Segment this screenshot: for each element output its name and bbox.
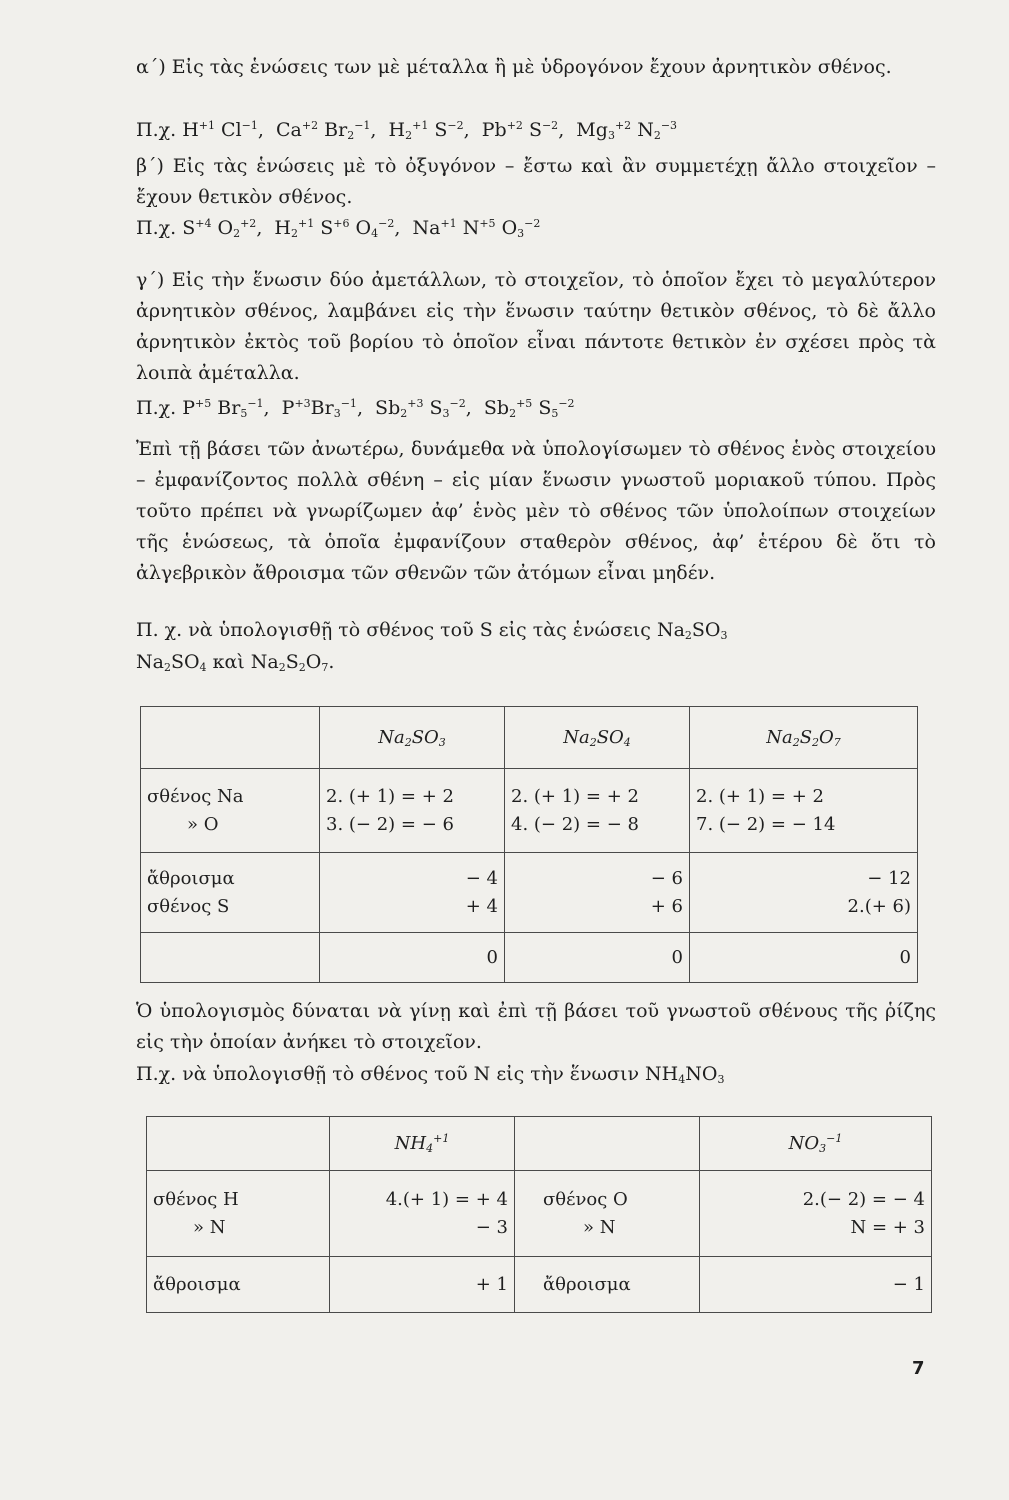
values-cell xyxy=(700,1171,932,1257)
sum-value: − 6 xyxy=(650,867,683,889)
na-value: 2. (+ 1) = + 2 xyxy=(326,785,454,807)
label-cell xyxy=(515,1171,700,1257)
n-value: − 3 xyxy=(475,1216,508,1238)
label-s: σθένος S xyxy=(147,895,230,917)
label-sum: ἄθροισμα xyxy=(147,867,235,889)
h-value: 4.(+ 1) = + 4 xyxy=(385,1188,508,1210)
n2-value: N = + 3 xyxy=(850,1216,925,1238)
total-value: 0 xyxy=(505,933,690,983)
values-cell xyxy=(330,1171,515,1257)
example-beta xyxy=(136,217,540,240)
total-value: 0 xyxy=(320,933,505,983)
paragraph-root: Ὁ ὑπολογισμὸς δύναται νὰ γίνῃ καὶ ἐπὶ τῇ βάσει τοῦ γνωστοῦ σθένους τῆς ῥίζης εἰς τὴν ὁποίαν ἀνήκει τὸ στοιχεῖον. xyxy=(136,1000,936,1053)
paragraph-alpha: α΄) Εἰς τὰς ἑνώσεις των μὲ μέταλλα ἢ μὲ ὑδρογόνον ἔχουν ἀρνητικὸν σθένος. xyxy=(136,56,892,78)
na-value: 2. (+ 1) = + 2 xyxy=(696,785,824,807)
calc-n-line xyxy=(136,1063,724,1086)
example-gamma xyxy=(136,397,575,420)
sum-value: − 4 xyxy=(465,867,498,889)
label-n2: » N xyxy=(583,1216,616,1238)
label-na: σθένος Na xyxy=(147,785,244,807)
header-na2so3: $Na_2SO_3$ xyxy=(320,707,505,769)
table-header-row xyxy=(141,707,918,769)
header-blank-cell xyxy=(515,1117,700,1171)
header-na2s2o7: $Na_2S_2O_7$ xyxy=(690,707,918,769)
and-word: καὶ xyxy=(212,651,245,673)
header-na2so4: $Na_2SO_4$ xyxy=(505,707,690,769)
header-blank-cell xyxy=(141,707,320,769)
compound-na2so3: $Na_2SO_3$ xyxy=(656,619,728,642)
total-value: 0 xyxy=(690,933,918,983)
example-label: Π.χ. xyxy=(136,217,177,239)
formula-line-gamma: $P^{+5}$ $Br_5^{-1}$, $P^{+3}Br_3^{-1}$, $Sb_2^{+3}$ $S_3^{-2}$, $Sb_2^{+5}$ $S_5^{-2}$ xyxy=(182,397,575,420)
calc-intro-line xyxy=(136,619,936,642)
label-o: σθένος O xyxy=(543,1188,628,1210)
sum-value: − 12 xyxy=(867,867,911,889)
paragraph-gamma: γ΄) Εἰς τὴν ἕνωσιν δύο ἀμετάλλων, τὸ στοιχεῖον, τὸ ὁποῖον ἔχει τὸ μεγαλύτερον ἀρνητικὸν σθένος, λαμβάνει εἰς τὴν ἕνωσιν ταύτην θετικὸν σθένος, τὸ δὲ ἄλλο ἀρνητικὸν ἐκτὸς τοῦ βορίου τὸ ὁποῖον εἶναι πάντοτε θετικὸν ἐν σχέσει πρὸς τὰ λοιπὰ ἀμέταλλα. xyxy=(136,269,936,384)
table-row xyxy=(141,769,918,853)
sulfur-valence-table xyxy=(140,706,918,983)
compound-na2so4: $Na_2SO_4$ xyxy=(136,651,207,674)
compound-nh4no3: $NH_4NO_3$ xyxy=(645,1063,725,1086)
table-row xyxy=(141,853,918,933)
na-value: 2. (+ 1) = + 2 xyxy=(511,785,639,807)
calc-intro-text: Π. χ. νὰ ὑπολογισθῇ τὸ σθένος τοῦ S εἰς τὰς ἑνώσεις xyxy=(136,619,651,641)
header-blank-cell xyxy=(147,1117,330,1171)
calc-intro-line-2 xyxy=(136,651,334,674)
calc-n-text: Π.χ. νὰ ὑπολογισθῇ τὸ σθένος τοῦ N εἰς τὴν ἕνωσιν xyxy=(136,1063,639,1085)
label-cell xyxy=(141,853,320,933)
formula-line-alpha: $H^{+1}$ $Cl^{-1}$, $Ca^{+2}$ $Br_2^{-1}$, $H_2^{+1}$ $S^{-2}$, $Pb^{+2}$ $S^{-2}$, $Mg_3^{+2}$ $N_2^{-3}$ xyxy=(182,119,678,142)
table-total-row xyxy=(141,933,918,983)
o-value: 3. (− 2) = − 6 xyxy=(326,813,454,835)
table-header-row xyxy=(147,1117,932,1171)
values-cell xyxy=(690,769,918,853)
sum-right-value: − 1 xyxy=(700,1257,932,1313)
s-value: + 6 xyxy=(650,895,683,917)
values-cell xyxy=(505,853,690,933)
o-value: 4. (− 2) = − 8 xyxy=(511,813,639,835)
sum-label: ἄθροισμα xyxy=(515,1257,700,1313)
label-cell xyxy=(147,1171,330,1257)
page-number: 7 xyxy=(912,1358,925,1379)
compound-na2s2o7: $Na_2S_2O_7$. xyxy=(250,651,335,674)
table-sum-row xyxy=(147,1257,932,1313)
s-value: + 4 xyxy=(465,895,498,917)
sum-left-value: + 1 xyxy=(330,1257,515,1313)
paragraph-beta: β΄) Εἰς τὰς ἑνώσεις μὲ τὸ ὀξυγόνον – ἔστω καὶ ἂν συμμετέχῃ ἄλλο στοιχεῖον – ἔχουν θετικὸν σθένος. xyxy=(136,155,936,208)
label-cell xyxy=(141,769,320,853)
table-row xyxy=(147,1171,932,1257)
sum-label: ἄθροισμα xyxy=(147,1257,330,1313)
formula-line-beta: $S^{+4}$ $O_2^{+2}$, $H_2^{+1}$ $S^{+6}$ $O_4^{-2}$, $Na^{+1}$ $N^{+5}$ $O_3^{-2}$ xyxy=(182,217,541,240)
label-n: » N xyxy=(193,1216,226,1238)
o-value: 7. (− 2) = − 14 xyxy=(696,813,836,835)
label-o: » O xyxy=(187,813,219,835)
values-cell xyxy=(320,853,505,933)
example-alpha xyxy=(136,119,677,142)
header-nh4: $NH_4^{+1}$ xyxy=(330,1117,515,1171)
total-blank-cell xyxy=(141,933,320,983)
nitrogen-valence-table xyxy=(146,1116,932,1313)
example-label: Π.χ. xyxy=(136,119,177,141)
paragraph-basis: Ἐπὶ τῇ βάσει τῶν ἀνωτέρω, δυνάμεθα νὰ ὑπολογίσωμεν τὸ σθένος ἑνὸς στοιχείου – ἐμφανίζοντος πολλὰ σθένη – εἰς μίαν ἕνωσιν γνωστοῦ μοριακοῦ τύπου. Πρὸς τοῦτο πρέπει νὰ γνωρίζωμεν ἀφ’ ἑνὸς μὲν τὸ σθένος τῶν ὑπολοίπων στοιχείων τῆς ἑνώσεως, τὰ ὁποῖα ἐμφανίζουν σταθερὸν σθένος, ἀφ’ ἑτέρου δὲ ὅτι τὸ ἀλγεβρικὸν ἄθροισμα τῶν σθενῶν τῶν ἀτόμων εἶναι μηδέν. xyxy=(136,438,936,584)
values-cell xyxy=(690,853,918,933)
values-cell xyxy=(320,769,505,853)
label-h: σθένος H xyxy=(153,1188,239,1210)
o-value: 2.(− 2) = − 4 xyxy=(802,1188,925,1210)
s-value: 2.(+ 6) xyxy=(847,895,911,917)
header-no3: $NO_3^{-1}$ xyxy=(700,1117,932,1171)
example-label: Π.χ. xyxy=(136,397,177,419)
values-cell xyxy=(505,769,690,853)
